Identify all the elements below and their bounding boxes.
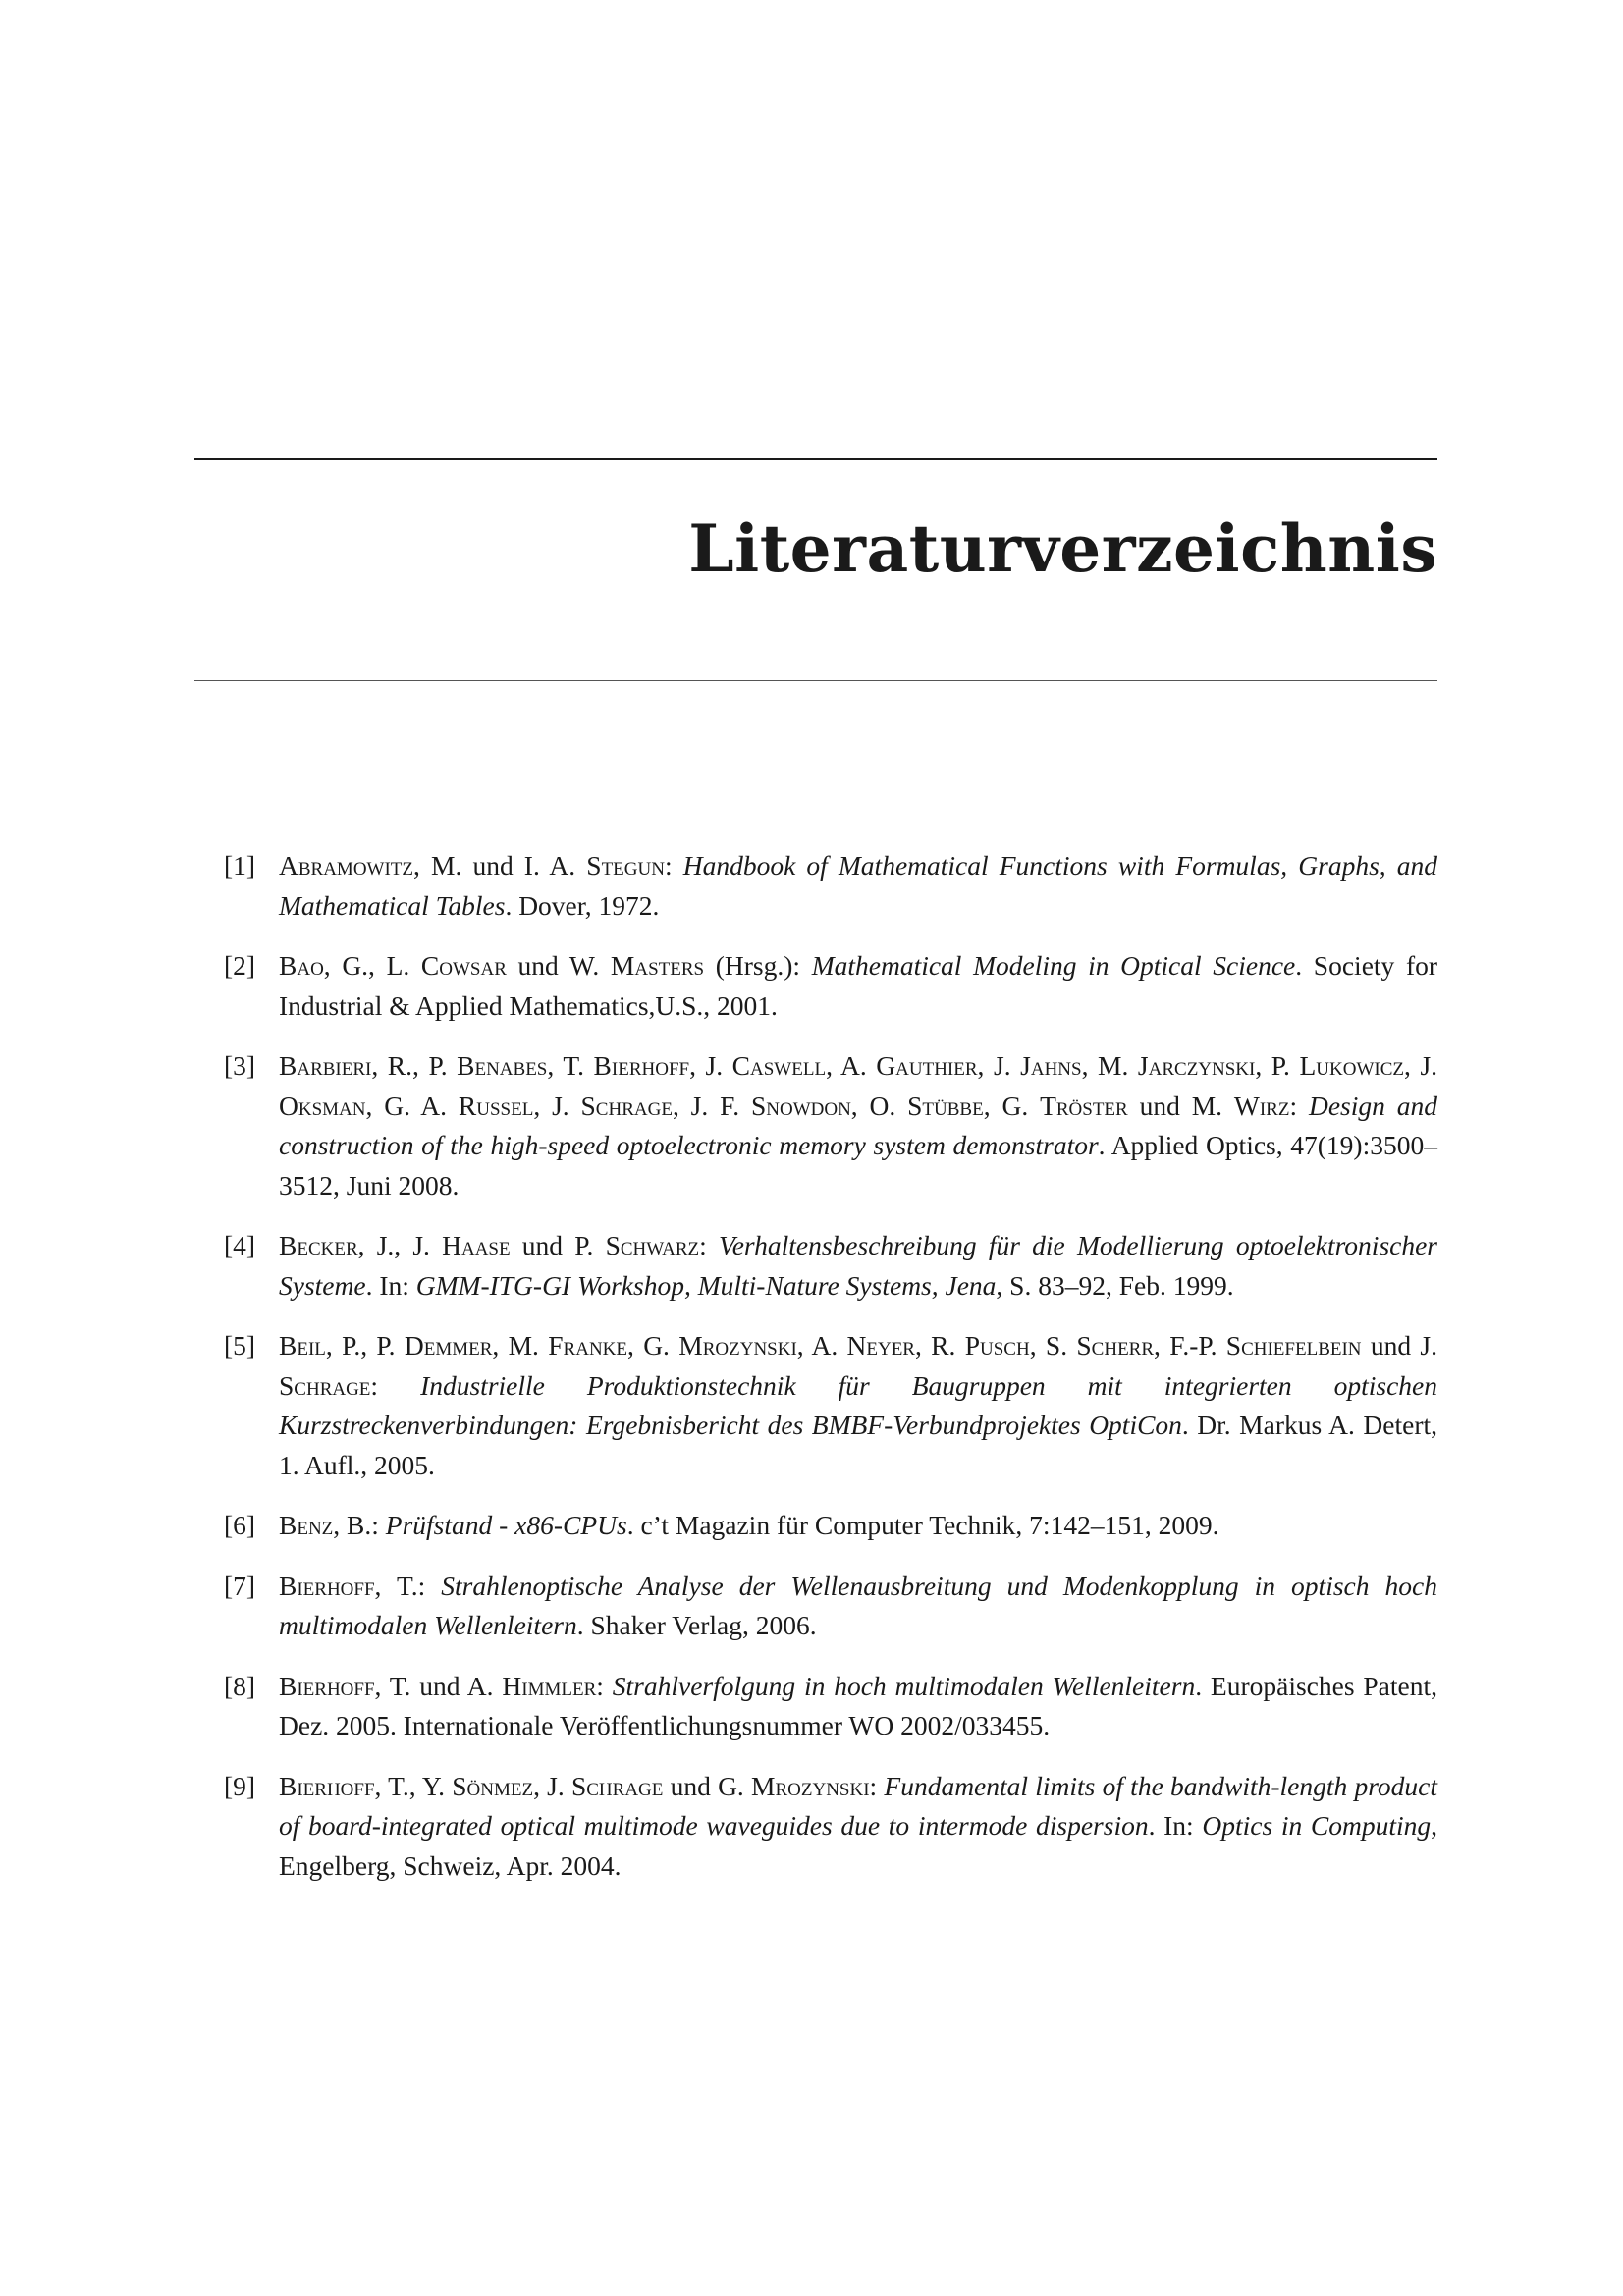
reference-segment: , J. [689,1050,732,1081]
reference-text [279,1230,1437,1301]
author-name: Schrage [570,1770,664,1801]
author-name: Snowdon [750,1090,851,1121]
reference-segment: , G. A. [365,1090,459,1121]
reference-segment: , O. [850,1090,908,1121]
reference-text [279,850,1437,921]
reference-text [279,1330,1437,1480]
reference-segment: , T. und A. [374,1670,503,1701]
author-name: Himmler [502,1670,597,1701]
reference-segment: , Engelberg, Schweiz, Apr. 2004. [279,1810,1437,1881]
reference-segment: , J. [977,1050,1021,1081]
work-title: Industrielle Produktionstechnik für Baugruppen mit integrierten optischen Kurzstreckenverbindungen: Ergebnisbericht des BMBF-Verbundprojektes OptiCon [279,1369,1437,1440]
reference-segment: , M. [1081,1050,1138,1081]
author-name: Tröster [1040,1090,1128,1121]
author-name: Bierhoff [279,1570,375,1601]
reference-segment: , S. [1029,1330,1077,1361]
reference-segment: . Society for Industrial & Applied Mathematics,U.S., 2001. [279,950,1438,1021]
author-name: Benabes [457,1050,548,1081]
reference-entry [194,1667,1437,1746]
reference-segment: , P., P. [325,1330,405,1361]
reference-segment: , J., J. [357,1230,443,1260]
reference-segment: : [370,1369,421,1401]
reference-text [279,1510,1218,1540]
author-name: Beil [279,1330,326,1361]
reference-segment: . Dover, 1972. [505,889,660,921]
reference-segment: . Applied Optics, 47(19):3500–3512, Juni 2008. [279,1130,1437,1201]
work-title: Optics in Computing [1202,1810,1432,1841]
reference-text [279,950,1437,1021]
author-name: Caswell [731,1050,827,1081]
reference-segment: , B.: [333,1510,386,1540]
author-name: Lukowicz [1299,1050,1405,1081]
reference-segment: und P. [510,1230,606,1260]
reference-segment: , T., Y. [374,1770,453,1801]
author-name: Russel [458,1090,534,1121]
reference-segment: (Hrsg.): [704,950,812,981]
reference-segment: , T. [547,1050,594,1081]
author-name: Bao [279,950,324,981]
reference-segment: , J. [533,1090,581,1121]
reference-segment: , M. und I. A. [413,850,587,881]
author-name: Bierhoff [279,1670,375,1701]
reference-segment: : [699,1230,719,1260]
chapter-title: Literaturverzeichnis [688,510,1437,587]
reference-segment: , R. [914,1330,965,1361]
reference-text [279,1771,1437,1881]
reference-segment: , J. F. [672,1090,751,1121]
reference-entry [194,1567,1437,1646]
author-name: Becker [279,1230,358,1260]
author-name: Barbieri [279,1050,372,1081]
author-name: Franke [548,1330,627,1361]
author-name: Schrage [279,1369,371,1401]
reference-segment: , G., L. [323,950,421,981]
author-name: Haase [442,1230,511,1260]
author-name: Oksman [279,1090,366,1121]
reference-segment: , G. [627,1330,679,1361]
author-name: Gauthier [876,1050,978,1081]
reference-segment: : [1289,1090,1309,1121]
author-name: Mrozynski [751,1770,870,1801]
reference-segment: . Europäisches Patent, Dez. 2005. Internationale Veröffentlichungsnummer WO 2002/033455. [279,1670,1437,1740]
author-name: Jahns [1020,1050,1082,1081]
reference-segment: , T.: [374,1570,442,1601]
reference-number: [6] [224,1510,256,1540]
author-name: Pusch [964,1330,1030,1361]
reference-text [279,1050,1437,1201]
work-title: Prüfstand - x86-CPUs [385,1510,627,1540]
author-name: Stegun [586,850,665,881]
work-title: Handbook of Mathematical Functions with Formulas, Graphs, and Mathematical Tables [279,850,1438,921]
reference-number: [4] [224,1230,256,1260]
author-name: Schiefelbein [1225,1330,1362,1361]
reference-list [194,846,1437,1906]
reference-entry [194,846,1437,926]
reference-number: [1] [224,850,256,881]
author-name: Scherr [1076,1330,1155,1361]
reference-segment: und M. [1127,1090,1234,1121]
work-title: Strahlenoptische Analyse der Wellenausbreitung und Modenkopplung in optisch hoch multimodalen Wellenleitern [279,1570,1437,1640]
author-name: Jarczynski [1137,1050,1256,1081]
reference-entry [194,1046,1437,1205]
reference-number: [9] [224,1770,256,1801]
reference-segment: und J. [1361,1330,1437,1361]
reference-segment: . Dr. Markus A. Detert, 1. Aufl., 2005. [279,1410,1437,1480]
reference-number: [3] [224,1050,256,1081]
reference-segment: , P. [1255,1050,1300,1081]
author-name: Demmer [404,1330,493,1361]
reference-segment: , A. [796,1330,847,1361]
author-name: Bierhoff [593,1050,690,1081]
reference-entry [194,1326,1437,1485]
reference-segment: , G. [983,1090,1041,1121]
reference-segment: , S. 83–92, Feb. 1999. [996,1269,1234,1301]
author-name: Cowsar [420,950,507,981]
reference-segment: . In: [365,1269,416,1301]
author-name: Masters [610,950,705,981]
reference-number: [2] [224,950,256,981]
reference-segment: , R., P. [371,1050,458,1081]
reference-number: [5] [224,1330,256,1361]
author-name: Schrage [580,1090,673,1121]
work-title: GMM-ITG-GI Workshop, Multi-Nature Systems, Jena [415,1269,997,1301]
reference-segment: , J. [1404,1050,1438,1081]
reference-segment: : [664,850,683,881]
reference-segment: . Shaker Verlag, 2006. [576,1610,817,1640]
reference-number: [7] [224,1570,256,1601]
reference-entry [194,1767,1437,1887]
author-name: Stübbe [907,1090,984,1121]
reference-segment: . In: [1148,1810,1203,1841]
chapter-rule-bottom [194,680,1437,681]
reference-segment: , A. [826,1050,877,1081]
author-name: Benz [279,1510,334,1540]
reference-segment: , M. [492,1330,549,1361]
author-name: Mrozynski [678,1330,797,1361]
reference-segment: . c’t Magazin für Computer Technik, 7:142–151, 2009. [626,1510,1219,1540]
chapter-rule-top [194,458,1437,460]
author-name: Schwarz [605,1230,700,1260]
work-title: Design and construction of the high-speed optoelectronic memory system demonstrator [279,1090,1437,1160]
reference-segment: , J. [533,1770,571,1801]
reference-segment: und W. [506,950,611,981]
author-name: Abramowitz [279,850,414,881]
work-title: Mathematical Modeling in Optical Science [811,950,1296,981]
work-title: Fundamental limits of the bandwith-length product of board-integrated optical multimode waveguides due to intermode dispersion [279,1770,1437,1841]
author-name: Wirz [1233,1090,1290,1121]
work-title: Verhaltensbeschreibung für die Modellierung optoelektronischer Systeme [279,1230,1438,1301]
reference-text [279,1671,1437,1741]
reference-entry [194,946,1437,1026]
author-name: Neyer [846,1330,915,1361]
work-title: Strahlverfolgung in hoch multimodalen Wellenleitern [612,1670,1196,1701]
reference-segment: und G. [663,1770,752,1801]
reference-text [279,1571,1437,1641]
reference-segment: : [596,1670,613,1701]
reference-segment: , F.-P. [1154,1330,1226,1361]
reference-entry [194,1506,1437,1546]
author-name: Sönmez [452,1770,534,1801]
author-name: Bierhoff [279,1770,375,1801]
reference-segment: : [869,1770,885,1801]
reference-number: [8] [224,1670,256,1701]
reference-entry [194,1226,1437,1306]
